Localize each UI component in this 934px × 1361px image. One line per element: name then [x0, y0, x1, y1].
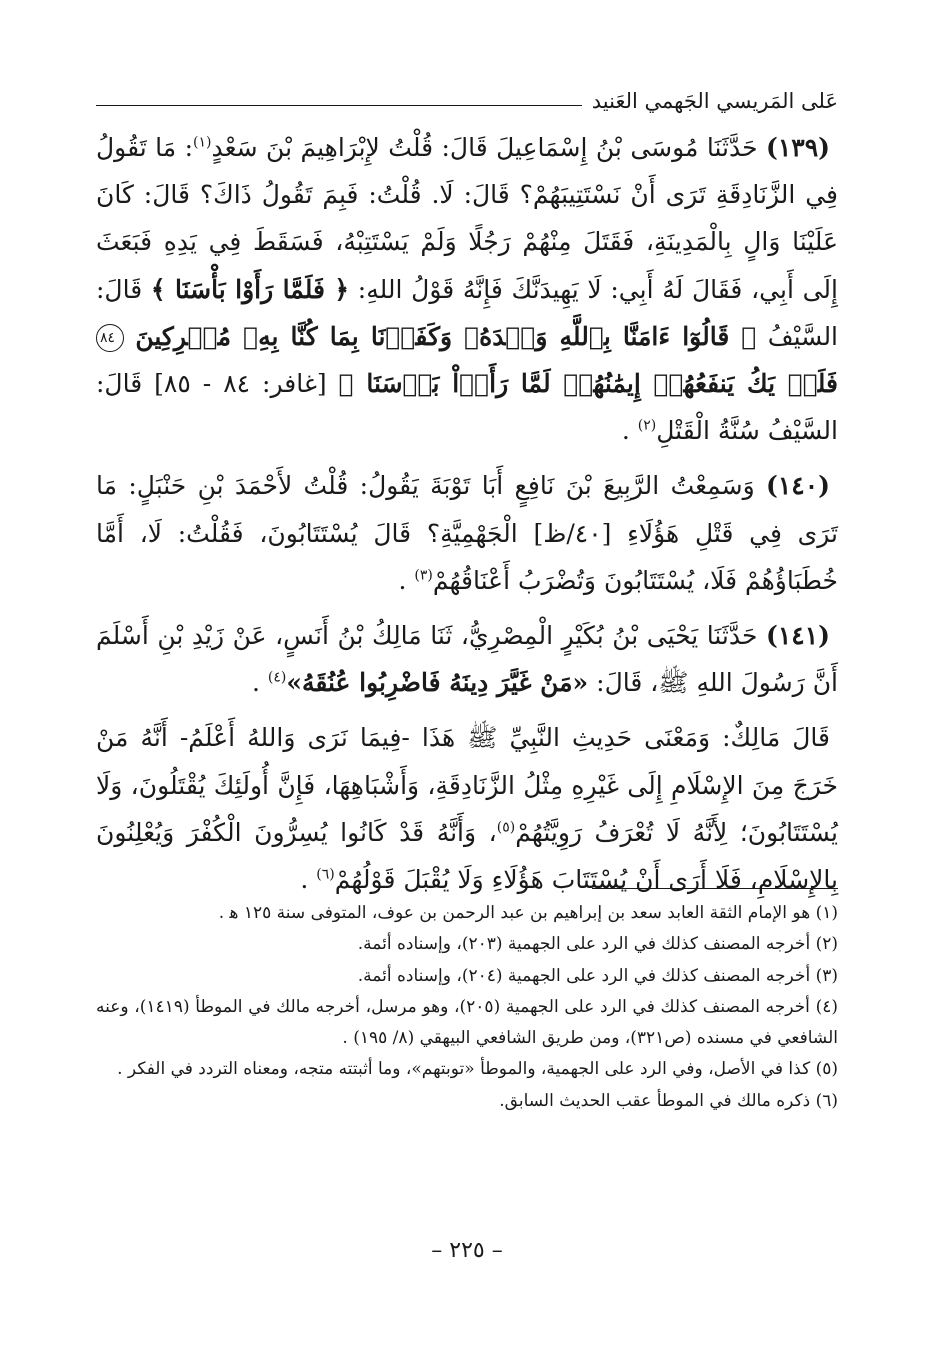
paragraph-text: حَدَّثَنَا يَحْيَى بْنُ بُكَيْرٍ الْمِصْرِيُّ، ثَنَا مَالِكُ بْنُ أَنَسٍ، عَنْ زَيْدِ بْنِ أَسْلَمَ أَنَّ رَسُولَ اللهِ ﷺ، قَالَ: [96, 621, 838, 698]
hadith-number: (١٤١) [766, 621, 830, 651]
sentence-end: . [300, 865, 309, 895]
quran-quote: ﴿ فَلَمَّا رَأَوْا بَأْسَنَا ﴾ [150, 274, 350, 304]
paragraph-text: [غافر: ٨٤ - ٨٥] قَالَ: السَّيْفُ سُنَّةُ الْقَتْلِ [96, 369, 838, 446]
paragraph-text: ، وَأَنَّهُ قَدْ كَانُوا يُسِرُّونَ الْكُفْرَ وَيُعْلِنُونَ بِالإِسْلَامِ، فَلَا أَرَى أَنْ يُسْتَتَابَ هَؤُلَاءِ وَلَا يُقْبَلَ قَوْلُهُمْ [96, 817, 838, 895]
paragraph-text: قَالَ: السَّيْفُ [96, 274, 839, 351]
main-text [96, 124, 838, 903]
hadith-number: (١٣٩) [766, 133, 830, 162]
footnote-ref-2: (٢) [637, 417, 657, 434]
running-header-title: عَلى المَريسي الجَهمي العَنيد [591, 89, 838, 113]
footnote-4: (٤) أخرجه المصنف كذلك في الرد على الجهمية (٢٠٥)، وهو مرسل، أخرجه مالك في الموطأ (١٤١٩)، وعنه الشافعي في مسنده (ص٣٢١)، ومن طريق الشافعي البيهقي (٨/ ١٩٥) . [96, 996, 838, 1049]
sentence-end: . [398, 565, 407, 595]
footnotes [96, 898, 838, 1117]
header-rule [96, 105, 582, 106]
footnote-3: (٣) أخرجه المصنف كذلك في الرد على الجهمية (٢٠٤)، وإسناده أئمة. [357, 965, 838, 986]
footnote-6: (٦) ذكره مالك في الموطأ عقب الحديث السابق. [499, 1090, 838, 1111]
footnote-2: (٢) أخرجه المصنف كذلك في الرد على الجهمية (٢٠٣)، وإسناده أئمة. [357, 934, 838, 955]
paragraph-text: قَالَ مَالِكٌ: وَمَعْنَى حَدِيثِ النَّبِيِّ ﷺ هَذَا -فِيمَا نَرَى وَاللهُ أَعْلَمُ- أَنَّهُ مَنْ خَرَجَ مِنَ الإِسْلَامِ إِلَى غَيْرِهِ مِثْلُ الزَّنَادِقَةِ، وَأَشْبَاهِهَا، فَإِنَّ أُولَئِكَ يُقْتَلُونَ، وَلَا يُسْتَتَابُونَ؛ لِأَنَّهُ لَا تُعْرَفُ رَوِيَّتُهُمْ [96, 723, 838, 847]
paragraph-141 [96, 612, 838, 706]
ayah-number-mark: ٨٤ [96, 324, 124, 352]
paragraph-139 [96, 124, 838, 454]
paragraph-malik [96, 714, 838, 903]
footnote-ref-5: (٥) [496, 819, 516, 836]
running-header [96, 78, 838, 112]
paragraph-140 [96, 462, 838, 604]
footnote-ref-4: (٤) [267, 669, 287, 686]
hadith-quote: «مَنْ غَيَّرَ دِينَهُ فَاضْرِبُوا عُنُقَهُ» [286, 668, 589, 698]
paragraph-text: حَدَّثَنَا مُوسَى بْنُ إِسْمَاعِيلَ قَالَ: قُلْتُ لإِبْرَاهِيمَ بْنَ سَعْدٍ [211, 133, 758, 162]
footnote-ref-3: (٣) [414, 567, 433, 584]
footnote-ref-1: (١) [193, 134, 212, 151]
sentence-end: . [621, 416, 630, 446]
paragraph-text: : مَا تَقُولُ فِي الزَّنَادِقَةِ تَرَى أَنْ نَسْتَتِيبَهُمْ؟ قَالَ: لَا. قُلْتُ: فَبِمَ تَقُولُ ذَاكَ؟ قَالَ: كَانَ عَلَيْنَا وَالٍ بِالْمَدِينَةِ، فَقَتَلَ مِنْهُمْ رَجُلًا وَلَمْ يَسْتَتِبْهُ، فَسَقَطَ فِي يَدِهِ فَبَعَثَ إِلَى أَبِي، فَقَالَ لَهُ أَبِي: لَا يَهِيدَنَّكَ فَإِنَّهُ قَوْلُ اللهِ: [96, 133, 838, 304]
footnote-ref-6: (٦) [316, 866, 335, 883]
quran-quote: ﴿ قَالُوٓا ءَامَنَّا بِٱللَّهِ وَحۡدَهُۥ وَكَفَرۡنَا بِمَا كُنَّا بِهِۦ مُشۡرِكِينَ [135, 321, 757, 351]
footnote-1: (١) هو الإمام الثقة العابد سعد بن إبراهيم بن عبد الرحمن بن عوف، المتوفى سنة ١٢٥ ﻫ . [218, 903, 838, 923]
hadith-number: (١٤٠) [766, 471, 830, 501]
paragraph-text: وَسَمِعْتُ الرَّبِيعَ بْنَ نَافِعٍ أَبَا تَوْبَةَ يَقُولُ: قُلْتُ لأَحْمَدَ بْنِ حَنْبَلٍ: مَا تَرَى فِي قَتْلِ هَؤُلَاءِ [٤٠/ظ] الْجَهْمِيَّةِ؟ قَالَ يُسْتَتَابُونَ، فَقُلْتُ: لَا، أَمَّا خُطَبَاؤُهُمْ فَلَا، يُسْتَتَابُونَ وَتُضْرَبُ أَعْنَاقُهُمْ [96, 471, 838, 595]
footnote-5: (٥) كذا في الأصل، وفي الرد على الجهمية، والموطأ «توبتهم»، وما أثبتته متجه، ومعناه التردد في الفكر . [117, 1059, 838, 1080]
quran-quote: فَلَمۡ يَكُ يَنفَعُهُمۡ إِيمَٰنُهُمۡ لَمَّا رَأَوۡاْ بَأۡسَنَا ﴾ [338, 369, 839, 399]
footnote-separator [592, 888, 838, 889]
page-number: – ٢٢٥ – [431, 1238, 503, 1263]
sentence-end: . [251, 668, 260, 698]
